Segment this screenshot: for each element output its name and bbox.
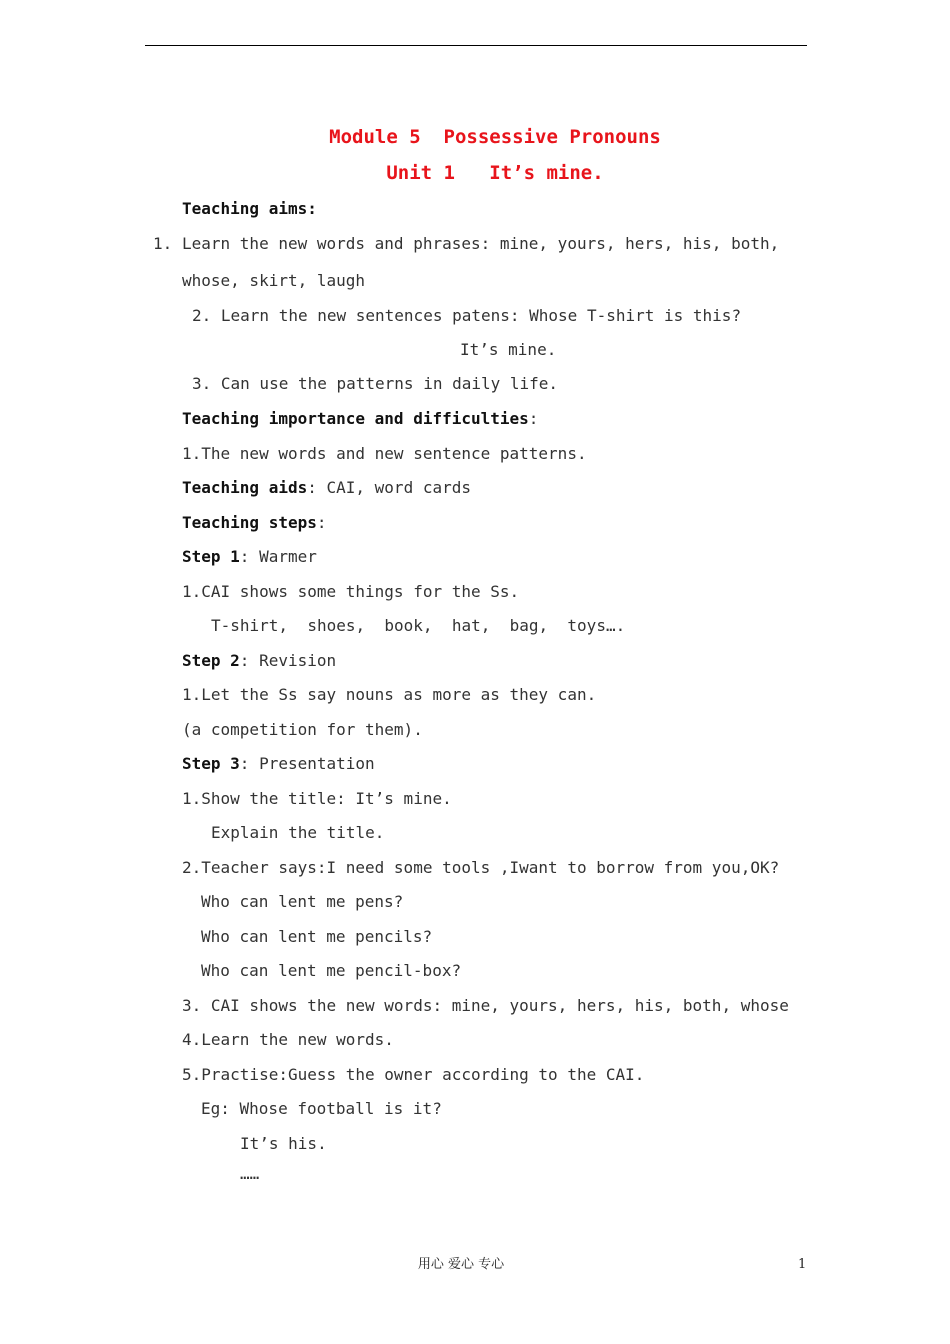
- step3-line8: 4.Learn the new words.: [182, 1030, 394, 1049]
- step3-label: Step 3: [182, 754, 240, 773]
- aims-item2-line2: It’s mine.: [460, 340, 557, 359]
- aims-item1-number: 1.: [153, 234, 173, 253]
- step3-line10: Eg: Whose football is it?: [201, 1099, 442, 1118]
- teaching-aims-heading: Teaching aims:: [182, 199, 317, 218]
- step3-line11: It’s his.: [240, 1134, 327, 1153]
- importance-heading: Teaching importance and difficulties: [182, 409, 529, 428]
- step3-line1: 1.Show the title: It’s mine.: [182, 789, 452, 808]
- step3-line4: Who can lent me pens?: [201, 892, 404, 911]
- aims-item2-line1: 2. Learn the new sentences patens: Whose T-shirt is this?: [192, 306, 742, 325]
- step3-line6: Who can lent me pencil-box?: [201, 961, 462, 980]
- step3-title: : Presentation: [239, 754, 375, 773]
- aids-heading: Teaching aids: [182, 478, 308, 497]
- importance-colon: :: [528, 409, 539, 428]
- unit-title: Unit 1 It’s mine.: [386, 162, 604, 184]
- step1-title: : Warmer: [239, 547, 317, 566]
- aids-text: : CAI, word cards: [307, 478, 471, 497]
- steps-heading-line: [182, 512, 327, 534]
- aims-item1-line1: Learn the new words and phrases: mine, yours, hers, his, both,: [182, 234, 780, 253]
- step1-heading-line: [182, 546, 317, 568]
- step1-label: Step 1: [182, 547, 240, 566]
- step2-line2: (a competition for them).: [182, 720, 423, 739]
- step3-line2: Explain the title.: [211, 823, 385, 842]
- step3-line12: ……: [240, 1164, 260, 1183]
- importance-item1: 1.The new words and new sentence patterns.: [182, 444, 587, 463]
- aims-item1-line2: whose, skirt, laugh: [182, 271, 366, 290]
- step2-heading-line: [182, 650, 336, 672]
- aims-item3: 3. Can use the patterns in daily life.: [192, 374, 559, 393]
- aids-line: [182, 477, 471, 499]
- step2-title: : Revision: [239, 651, 337, 670]
- header-rule: [145, 45, 807, 46]
- importance-heading-line: [182, 408, 538, 430]
- step3-line3: 2.Teacher says:I need some tools ,Iwant to borrow from you,OK?: [182, 858, 780, 877]
- step3-line7: 3. CAI shows the new words: mine, yours, hers, his, both, whose: [182, 996, 789, 1015]
- page-number: 1: [798, 1257, 807, 1272]
- steps-heading: Teaching steps: [182, 513, 317, 532]
- step2-line1: 1.Let the Ss say nouns as more as they can.: [182, 685, 597, 704]
- step3-heading-line: [182, 753, 375, 775]
- step1-line2: T-shirt, shoes, book, hat, bag, toys….: [211, 616, 626, 635]
- module-title: Module 5 Possessive Pronouns: [329, 126, 661, 148]
- step1-line1: 1.CAI shows some things for the Ss.: [182, 582, 520, 601]
- footer-motto: 用心 爱心 专心: [417, 1257, 505, 1272]
- step3-line9: 5.Practise:Guess the owner according to the CAI.: [182, 1065, 645, 1084]
- steps-colon: :: [316, 513, 327, 532]
- step2-label: Step 2: [182, 651, 240, 670]
- step3-line5: Who can lent me pencils?: [201, 927, 433, 946]
